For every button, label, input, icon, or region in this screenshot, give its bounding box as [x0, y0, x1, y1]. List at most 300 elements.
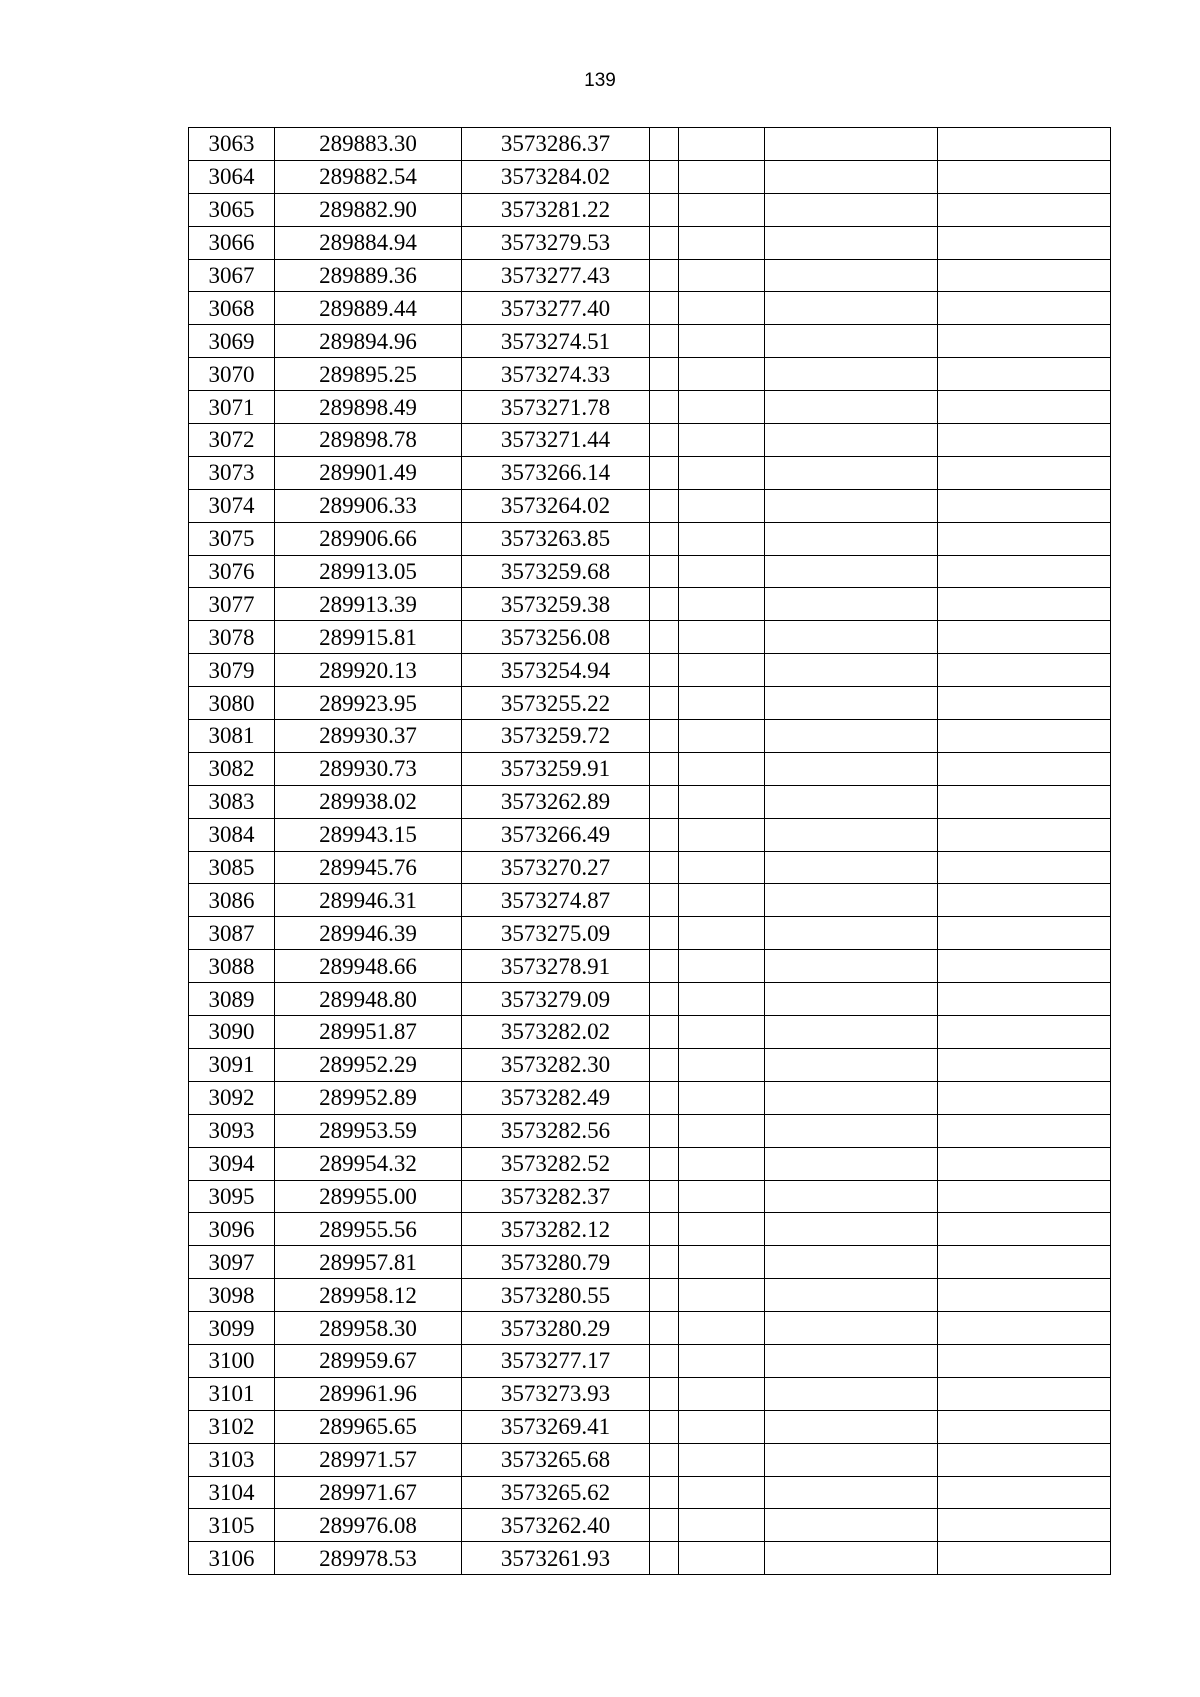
- table-row: [189, 128, 1111, 161]
- empty-cell: [765, 917, 938, 950]
- empty-cell: [938, 818, 1111, 851]
- empty-cell: [679, 259, 765, 292]
- empty-cell: [650, 884, 679, 917]
- empty-cell: [938, 1147, 1111, 1180]
- empty-cell: [679, 555, 765, 588]
- empty-cell: [679, 1180, 765, 1213]
- point-number-cell: 3085: [189, 851, 275, 884]
- point-number-cell: 3078: [189, 621, 275, 654]
- table-row: [189, 1443, 1111, 1476]
- point-number-cell: 3079: [189, 654, 275, 687]
- empty-cell: [938, 128, 1111, 161]
- empty-cell: [679, 1213, 765, 1246]
- point-number-cell: 3089: [189, 983, 275, 1016]
- x-coordinate-cell: 289894.96: [275, 325, 462, 358]
- table-row: [189, 1410, 1111, 1443]
- y-coordinate-cell: 3573254.94: [462, 654, 650, 687]
- table-row: [189, 884, 1111, 917]
- empty-cell: [679, 1410, 765, 1443]
- y-coordinate-cell: 3573259.38: [462, 588, 650, 621]
- x-coordinate-cell: 289884.94: [275, 226, 462, 259]
- x-coordinate-cell: 289882.54: [275, 160, 462, 193]
- empty-cell: [765, 358, 938, 391]
- empty-cell: [765, 1509, 938, 1542]
- x-coordinate-cell: 289976.08: [275, 1509, 462, 1542]
- empty-cell: [650, 259, 679, 292]
- empty-cell: [650, 489, 679, 522]
- empty-cell: [650, 818, 679, 851]
- x-coordinate-cell: 289895.25: [275, 358, 462, 391]
- empty-cell: [679, 884, 765, 917]
- y-coordinate-cell: 3573261.93: [462, 1542, 650, 1575]
- empty-cell: [938, 1114, 1111, 1147]
- y-coordinate-cell: 3573279.09: [462, 983, 650, 1016]
- empty-cell: [679, 489, 765, 522]
- empty-cell: [765, 785, 938, 818]
- y-coordinate-cell: 3573282.37: [462, 1180, 650, 1213]
- table-row: [189, 1476, 1111, 1509]
- empty-cell: [938, 588, 1111, 621]
- empty-cell: [765, 1279, 938, 1312]
- table-row: [189, 917, 1111, 950]
- empty-cell: [765, 456, 938, 489]
- point-number-cell: 3106: [189, 1542, 275, 1575]
- point-number-cell: 3103: [189, 1443, 275, 1476]
- y-coordinate-cell: 3573271.44: [462, 424, 650, 457]
- point-number-cell: 3069: [189, 325, 275, 358]
- x-coordinate-cell: 289898.78: [275, 424, 462, 457]
- point-number-cell: 3092: [189, 1081, 275, 1114]
- empty-cell: [679, 1016, 765, 1049]
- y-coordinate-cell: 3573278.91: [462, 950, 650, 983]
- y-coordinate-cell: 3573266.49: [462, 818, 650, 851]
- empty-cell: [938, 1542, 1111, 1575]
- point-number-cell: 3081: [189, 720, 275, 753]
- empty-cell: [765, 160, 938, 193]
- table-row: [189, 555, 1111, 588]
- empty-cell: [765, 983, 938, 1016]
- empty-cell: [650, 1443, 679, 1476]
- point-number-cell: 3074: [189, 489, 275, 522]
- empty-cell: [650, 193, 679, 226]
- empty-cell: [938, 1048, 1111, 1081]
- x-coordinate-cell: 289959.67: [275, 1344, 462, 1377]
- point-number-cell: 3095: [189, 1180, 275, 1213]
- empty-cell: [765, 1410, 938, 1443]
- point-number-cell: 3084: [189, 818, 275, 851]
- point-number-cell: 3086: [189, 884, 275, 917]
- x-coordinate-cell: 289901.49: [275, 456, 462, 489]
- y-coordinate-cell: 3573264.02: [462, 489, 650, 522]
- empty-cell: [765, 752, 938, 785]
- table-row: [189, 1016, 1111, 1049]
- x-coordinate-cell: 289953.59: [275, 1114, 462, 1147]
- y-coordinate-cell: 3573265.62: [462, 1476, 650, 1509]
- y-coordinate-cell: 3573259.72: [462, 720, 650, 753]
- empty-cell: [938, 1344, 1111, 1377]
- y-coordinate-cell: 3573284.02: [462, 160, 650, 193]
- y-coordinate-cell: 3573256.08: [462, 621, 650, 654]
- empty-cell: [650, 522, 679, 555]
- x-coordinate-cell: 289958.30: [275, 1312, 462, 1345]
- empty-cell: [650, 720, 679, 753]
- empty-cell: [938, 1476, 1111, 1509]
- empty-cell: [650, 1509, 679, 1542]
- empty-cell: [650, 1114, 679, 1147]
- point-number-cell: 3104: [189, 1476, 275, 1509]
- point-number-cell: 3064: [189, 160, 275, 193]
- table-row: [189, 160, 1111, 193]
- point-number-cell: 3105: [189, 1509, 275, 1542]
- empty-cell: [679, 950, 765, 983]
- empty-cell: [765, 391, 938, 424]
- empty-cell: [679, 1246, 765, 1279]
- empty-cell: [938, 851, 1111, 884]
- empty-cell: [765, 1180, 938, 1213]
- y-coordinate-cell: 3573280.79: [462, 1246, 650, 1279]
- x-coordinate-cell: 289882.90: [275, 193, 462, 226]
- empty-cell: [650, 654, 679, 687]
- empty-cell: [938, 456, 1111, 489]
- empty-cell: [938, 950, 1111, 983]
- table-row: [189, 522, 1111, 555]
- table-row: [189, 983, 1111, 1016]
- table-row: [189, 325, 1111, 358]
- y-coordinate-cell: 3573282.49: [462, 1081, 650, 1114]
- point-number-cell: 3088: [189, 950, 275, 983]
- point-number-cell: 3087: [189, 917, 275, 950]
- empty-cell: [938, 884, 1111, 917]
- table-row: [189, 950, 1111, 983]
- x-coordinate-cell: 289889.44: [275, 292, 462, 325]
- empty-cell: [679, 456, 765, 489]
- empty-cell: [765, 226, 938, 259]
- table-row: [189, 588, 1111, 621]
- table-row: [189, 489, 1111, 522]
- table-row: [189, 259, 1111, 292]
- y-coordinate-cell: 3573277.17: [462, 1344, 650, 1377]
- x-coordinate-cell: 289946.31: [275, 884, 462, 917]
- y-coordinate-cell: 3573262.40: [462, 1509, 650, 1542]
- empty-cell: [765, 1016, 938, 1049]
- point-number-cell: 3099: [189, 1312, 275, 1345]
- table-row: [189, 193, 1111, 226]
- y-coordinate-cell: 3573281.22: [462, 193, 650, 226]
- x-coordinate-cell: 289943.15: [275, 818, 462, 851]
- empty-cell: [938, 621, 1111, 654]
- empty-cell: [938, 259, 1111, 292]
- table-row: [189, 1213, 1111, 1246]
- empty-cell: [679, 654, 765, 687]
- empty-cell: [938, 160, 1111, 193]
- x-coordinate-cell: 289954.32: [275, 1147, 462, 1180]
- point-number-cell: 3101: [189, 1377, 275, 1410]
- empty-cell: [765, 1443, 938, 1476]
- empty-cell: [650, 555, 679, 588]
- x-coordinate-cell: 289923.95: [275, 687, 462, 720]
- x-coordinate-cell: 289889.36: [275, 259, 462, 292]
- empty-cell: [938, 752, 1111, 785]
- page-number: 139: [584, 70, 616, 91]
- point-number-cell: 3091: [189, 1048, 275, 1081]
- empty-cell: [765, 1081, 938, 1114]
- empty-cell: [765, 1377, 938, 1410]
- empty-cell: [938, 1279, 1111, 1312]
- point-number-cell: 3097: [189, 1246, 275, 1279]
- table-row: [189, 292, 1111, 325]
- empty-cell: [765, 654, 938, 687]
- y-coordinate-cell: 3573259.91: [462, 752, 650, 785]
- empty-cell: [679, 1509, 765, 1542]
- x-coordinate-cell: 289883.30: [275, 128, 462, 161]
- y-coordinate-cell: 3573275.09: [462, 917, 650, 950]
- empty-cell: [650, 950, 679, 983]
- empty-cell: [650, 1180, 679, 1213]
- x-coordinate-cell: 289948.66: [275, 950, 462, 983]
- empty-cell: [650, 226, 679, 259]
- point-number-cell: 3096: [189, 1213, 275, 1246]
- empty-cell: [679, 752, 765, 785]
- empty-cell: [765, 621, 938, 654]
- empty-cell: [765, 522, 938, 555]
- empty-cell: [650, 1246, 679, 1279]
- empty-cell: [679, 1542, 765, 1575]
- empty-cell: [765, 1476, 938, 1509]
- table-row: [189, 1312, 1111, 1345]
- empty-cell: [650, 752, 679, 785]
- empty-cell: [650, 621, 679, 654]
- table-row: [189, 752, 1111, 785]
- table-row: [189, 818, 1111, 851]
- table-row: [189, 1180, 1111, 1213]
- empty-cell: [765, 818, 938, 851]
- empty-cell: [650, 292, 679, 325]
- empty-cell: [938, 1081, 1111, 1114]
- x-coordinate-cell: 289957.81: [275, 1246, 462, 1279]
- table-row: [189, 1279, 1111, 1312]
- y-coordinate-cell: 3573271.78: [462, 391, 650, 424]
- empty-cell: [679, 1081, 765, 1114]
- empty-cell: [938, 358, 1111, 391]
- empty-cell: [679, 522, 765, 555]
- empty-cell: [679, 720, 765, 753]
- empty-cell: [679, 1048, 765, 1081]
- x-coordinate-cell: 289930.37: [275, 720, 462, 753]
- x-coordinate-cell: 289958.12: [275, 1279, 462, 1312]
- y-coordinate-cell: 3573263.85: [462, 522, 650, 555]
- empty-cell: [650, 391, 679, 424]
- y-coordinate-cell: 3573274.51: [462, 325, 650, 358]
- table-row: [189, 687, 1111, 720]
- x-coordinate-cell: 289945.76: [275, 851, 462, 884]
- empty-cell: [679, 160, 765, 193]
- table-row: [189, 1344, 1111, 1377]
- empty-cell: [650, 687, 679, 720]
- x-coordinate-cell: 289915.81: [275, 621, 462, 654]
- empty-cell: [765, 193, 938, 226]
- y-coordinate-cell: 3573282.52: [462, 1147, 650, 1180]
- empty-cell: [938, 1246, 1111, 1279]
- empty-cell: [679, 983, 765, 1016]
- table-row: [189, 1147, 1111, 1180]
- empty-cell: [765, 1114, 938, 1147]
- point-number-cell: 3083: [189, 785, 275, 818]
- empty-cell: [679, 226, 765, 259]
- empty-cell: [650, 917, 679, 950]
- y-coordinate-cell: 3573259.68: [462, 555, 650, 588]
- empty-cell: [650, 325, 679, 358]
- empty-cell: [765, 950, 938, 983]
- y-coordinate-cell: 3573274.87: [462, 884, 650, 917]
- x-coordinate-cell: 289946.39: [275, 917, 462, 950]
- empty-cell: [765, 1344, 938, 1377]
- empty-cell: [650, 1279, 679, 1312]
- empty-cell: [650, 1344, 679, 1377]
- point-number-cell: 3063: [189, 128, 275, 161]
- empty-cell: [765, 687, 938, 720]
- empty-cell: [938, 1016, 1111, 1049]
- table-row: [189, 1048, 1111, 1081]
- empty-cell: [650, 358, 679, 391]
- empty-cell: [650, 424, 679, 457]
- empty-cell: [679, 1279, 765, 1312]
- empty-cell: [650, 1016, 679, 1049]
- empty-cell: [765, 325, 938, 358]
- empty-cell: [650, 1542, 679, 1575]
- empty-cell: [679, 1312, 765, 1345]
- point-number-cell: 3077: [189, 588, 275, 621]
- empty-cell: [679, 1377, 765, 1410]
- point-number-cell: 3102: [189, 1410, 275, 1443]
- empty-cell: [679, 1114, 765, 1147]
- point-number-cell: 3073: [189, 456, 275, 489]
- empty-cell: [679, 1443, 765, 1476]
- empty-cell: [765, 128, 938, 161]
- empty-cell: [938, 1213, 1111, 1246]
- empty-cell: [938, 292, 1111, 325]
- empty-cell: [765, 1312, 938, 1345]
- table-row: [189, 1542, 1111, 1575]
- y-coordinate-cell: 3573255.22: [462, 687, 650, 720]
- x-coordinate-cell: 289913.05: [275, 555, 462, 588]
- table-row: [189, 456, 1111, 489]
- point-number-cell: 3094: [189, 1147, 275, 1180]
- point-number-cell: 3076: [189, 555, 275, 588]
- empty-cell: [765, 1048, 938, 1081]
- empty-cell: [938, 654, 1111, 687]
- empty-cell: [679, 391, 765, 424]
- empty-cell: [765, 1213, 938, 1246]
- empty-cell: [679, 358, 765, 391]
- empty-cell: [765, 1542, 938, 1575]
- table-row: [189, 851, 1111, 884]
- coordinate-table: [188, 127, 1111, 1575]
- x-coordinate-cell: 289952.29: [275, 1048, 462, 1081]
- y-coordinate-cell: 3573282.56: [462, 1114, 650, 1147]
- table-row: [189, 391, 1111, 424]
- table-row: [189, 358, 1111, 391]
- table-row: [189, 785, 1111, 818]
- empty-cell: [765, 884, 938, 917]
- empty-cell: [938, 917, 1111, 950]
- empty-cell: [679, 292, 765, 325]
- x-coordinate-cell: 289961.96: [275, 1377, 462, 1410]
- empty-cell: [938, 193, 1111, 226]
- x-coordinate-cell: 289955.00: [275, 1180, 462, 1213]
- x-coordinate-cell: 289920.13: [275, 654, 462, 687]
- table-row: [189, 226, 1111, 259]
- empty-cell: [938, 687, 1111, 720]
- empty-cell: [679, 785, 765, 818]
- y-coordinate-cell: 3573277.40: [462, 292, 650, 325]
- x-coordinate-cell: 289952.89: [275, 1081, 462, 1114]
- empty-cell: [938, 1443, 1111, 1476]
- y-coordinate-cell: 3573274.33: [462, 358, 650, 391]
- x-coordinate-cell: 289948.80: [275, 983, 462, 1016]
- x-coordinate-cell: 289971.57: [275, 1443, 462, 1476]
- empty-cell: [765, 424, 938, 457]
- empty-cell: [650, 1312, 679, 1345]
- empty-cell: [650, 851, 679, 884]
- x-coordinate-cell: 289965.65: [275, 1410, 462, 1443]
- point-number-cell: 3075: [189, 522, 275, 555]
- empty-cell: [765, 1147, 938, 1180]
- table-row: [189, 1114, 1111, 1147]
- y-coordinate-cell: 3573282.02: [462, 1016, 650, 1049]
- empty-cell: [650, 456, 679, 489]
- y-coordinate-cell: 3573266.14: [462, 456, 650, 489]
- empty-cell: [679, 1476, 765, 1509]
- point-number-cell: 3093: [189, 1114, 275, 1147]
- table-row: [189, 1246, 1111, 1279]
- table-row: [189, 621, 1111, 654]
- y-coordinate-cell: 3573273.93: [462, 1377, 650, 1410]
- empty-cell: [938, 1312, 1111, 1345]
- empty-cell: [938, 720, 1111, 753]
- empty-cell: [650, 588, 679, 621]
- y-coordinate-cell: 3573269.41: [462, 1410, 650, 1443]
- table-row: [189, 654, 1111, 687]
- x-coordinate-cell: 289971.67: [275, 1476, 462, 1509]
- point-number-cell: 3082: [189, 752, 275, 785]
- empty-cell: [650, 160, 679, 193]
- point-number-cell: 3090: [189, 1016, 275, 1049]
- empty-cell: [679, 621, 765, 654]
- empty-cell: [765, 588, 938, 621]
- x-coordinate-cell: 289978.53: [275, 1542, 462, 1575]
- empty-cell: [679, 917, 765, 950]
- empty-cell: [650, 128, 679, 161]
- x-coordinate-cell: 289951.87: [275, 1016, 462, 1049]
- empty-cell: [679, 818, 765, 851]
- empty-cell: [650, 1410, 679, 1443]
- x-coordinate-cell: 289898.49: [275, 391, 462, 424]
- point-number-cell: 3071: [189, 391, 275, 424]
- empty-cell: [938, 785, 1111, 818]
- empty-cell: [650, 1377, 679, 1410]
- empty-cell: [650, 1213, 679, 1246]
- empty-cell: [938, 1180, 1111, 1213]
- empty-cell: [650, 1476, 679, 1509]
- empty-cell: [938, 424, 1111, 457]
- point-number-cell: 3100: [189, 1344, 275, 1377]
- empty-cell: [765, 259, 938, 292]
- coordinate-table-body: [189, 128, 1111, 1575]
- x-coordinate-cell: 289938.02: [275, 785, 462, 818]
- y-coordinate-cell: 3573270.27: [462, 851, 650, 884]
- table-row: [189, 1509, 1111, 1542]
- empty-cell: [938, 391, 1111, 424]
